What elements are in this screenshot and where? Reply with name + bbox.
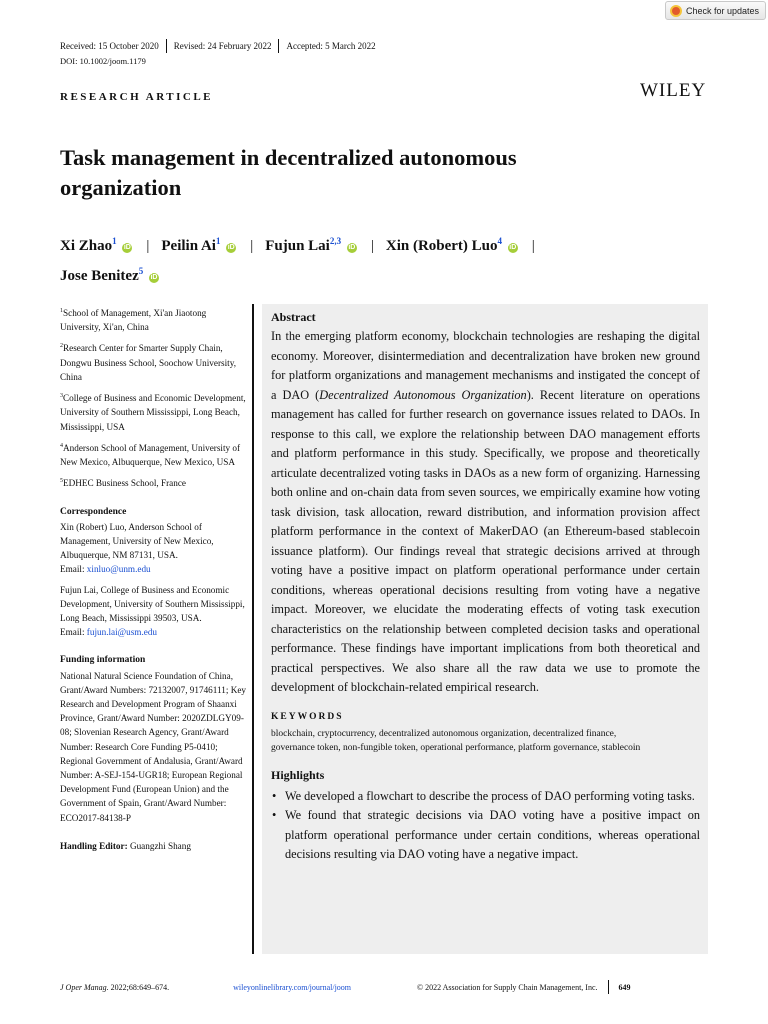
page-footer [60,980,710,994]
funding-heading: Funding information [60,655,146,666]
orcid-icon[interactable]: iD [150,274,158,281]
email-link[interactable]: fujun.lai@usm.edu [86,627,158,638]
highlights-list [271,787,700,865]
affiliation: $^2$Research Center for Smarter Supply Chain, Dongwu Business School, Soochow University, China [60,343,237,382]
crossmark-icon [670,5,682,17]
abstract-heading: Abstract [271,310,316,324]
article-type-label: RESEARCH ARTICLE [60,91,214,103]
copyright: © 2022 Association for Supply Chain Management, Inc. [417,982,598,992]
orcid-icon[interactable]: iD [509,244,517,251]
correspondence-heading: Correspondence [60,506,127,517]
author-info-column [60,304,248,853]
journal-url-link[interactable]: wileyonlinelibrary.com/journal/joom [233,982,352,992]
footer-divider [608,980,609,994]
doi: DOI: 10.1002/joom.1179 [60,56,146,66]
author-separator: | [146,238,150,254]
date-divider [278,39,279,53]
correspondence-entry: Fujun Lai, College of Business and Economic Development, University of Southern Mississippi, Long Beach, Mississippi 39503, USA. Email: fujun.lai@usm.edu [60,584,245,638]
author-name[interactable]: Peilin Ai$^1$ iD [161,236,235,254]
orcid-icon[interactable]: iD [348,244,356,251]
received-date: Received: 15 October 2020 [60,41,159,51]
keywords-heading: KEYWORDS [271,711,344,722]
article-title: Task management in decentralized autonomous organization [60,145,517,200]
author-separator: | [370,238,374,254]
email-link[interactable]: xinluo@unm.edu [86,564,151,575]
highlight-item: • We found that strategic decisions via DAO voting have a positive impact on platform operational performance under certain conditions, whereas operational decisions resulting via DAO voting have a negative impact. [271,806,700,865]
author-name[interactable]: Jose Benitez$^5$ iD [60,266,158,284]
handling-editor: Handling Editor: Guangzhi Shang [60,840,191,851]
revised-date: Revised: 24 February 2022 [173,41,272,51]
highlight-item: • We developed a flowchart to describe the process of DAO performing voting tasks. [271,787,700,807]
highlights-heading: Highlights [271,767,325,782]
orcid-icon[interactable]: iD [227,244,235,251]
column-divider [252,304,254,954]
author-separator: | [250,238,254,254]
author-name[interactable]: Fujun Lai$^{2,3}$ iD [265,236,356,254]
author-name[interactable]: Xin (Robert) Luo$^4$ iD [385,236,517,254]
page-number: 649 [618,982,631,992]
check-for-updates-label: Check for updates [685,5,759,16]
funding-text: National Natural Science Foundation of China, Grant/Award Numbers: 72132007, 91746111; Key Research and Development Program of Shaanxi Province, Grant/Award Number: 2020ZDLGY09-08; Slovenian Research Agency, Grant/Award Number: Research Core Funding P5-0410; Regional Government of Andalusia, Grant/Award Number: A-SEJ-154-UGR18; European Regional Development Fund (European Union) and the Government of Spain, Grant/Award Number: ECO2017-84138-P [60,670,247,823]
affiliation: $^5$EDHEC Business School, France [60,478,186,489]
keywords-text: blockchain, cryptocurrency, decentralized autonomous organization, decentralized finance, governance token, non-fungible token, operational performance, platform governance, stablecoin [271,728,641,753]
affiliation: $^1$School of Management, Xi'an Jiaotong University, Xi'an, China [60,308,207,333]
author-separator: | [531,238,535,254]
affiliation: $^4$Anderson School of Management, University of New Mexico, Albuquerque, New Mexico, USA [60,442,241,468]
abstract-text: In the emerging platform economy, blockchain technologies are reshaping the digital economy. Moreover, disintermediation and decentralization have broken new ground for platform organizations and management mechanisms and instigated the concept of a DAO (Decentralized Autonomous Organization). Recent literature on operations management has called for further research on governance issues related to DAOs. In response to this call, we explore the relationship between DAO management efforts and platform performance in this study. Specifically, we propose and theoretically articulate decentralized voting tasks in DAOs as a new form of organizing. Harnessing both online and on-chain data from seven sources, we empirically examine how voting task division, task allocation, reward distribution, and information provision affect platform performance in the context of MakerDAO (an Ethereum-based stablecoin issuance platform). Our findings reveal that strategic decisions arrived at through voting have a positive impact on platform operational performance under certain conditions, whereas operational decisions resulting from voting have a negative impact. Moreover, we elucidate the moderating effects of voting task execution characteristics on the relationship between completed decision tasks and operational performance. These findings have important implications from both theoretical and practical perspectives. We also share all the raw data we use to promote the development of blockchain-related empirical research. [271,329,700,694]
correspondence-entry: Xin (Robert) Luo, Anderson School of Management, University of New Mexico, Albuquerque, NM 87131, USA. Email: xinluo@unm.edu [60,521,214,575]
author-name[interactable]: Xi Zhao$^1$ iD [60,236,131,254]
author-list [60,229,680,289]
publisher-logo: WILEY [640,80,707,101]
journal-citation: J Oper Manag. 2022;68:649–674. [60,982,170,992]
article-dates [60,39,376,53]
abstract-box [262,304,708,954]
orcid-icon[interactable]: iD [123,244,131,251]
accepted-date: Accepted: 5 March 2022 [286,41,376,51]
check-for-updates-button[interactable] [665,1,766,20]
date-divider [166,39,167,53]
affiliation: $^3$College of Business and Economic Development, University of Southern Mississippi, Long Beach, Mississippi, USA [60,393,246,432]
